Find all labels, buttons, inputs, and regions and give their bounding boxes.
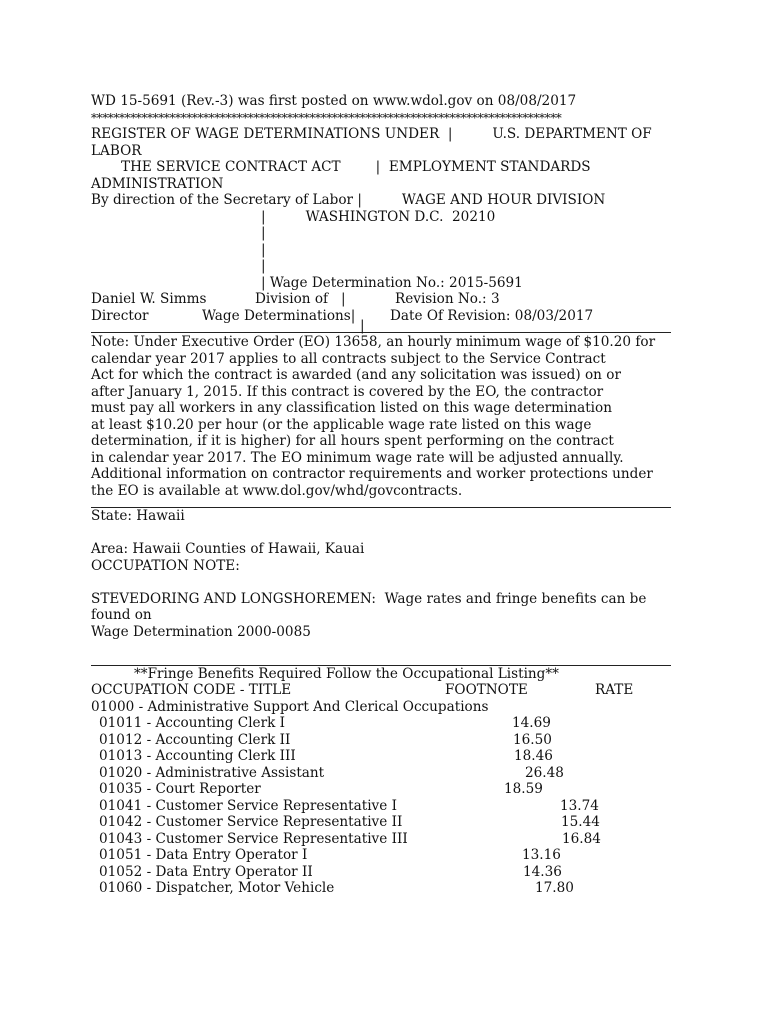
- register-line: [91, 126, 681, 143]
- bar: |: [360, 318, 365, 334]
- director-label: Director: [91, 307, 149, 324]
- occupation-rate: 15.44: [561, 814, 600, 830]
- note-line: Act for which the contract is awarded (and any solicitation was issued) on or: [91, 367, 621, 383]
- direction-label: By direction of the Secretary of Labor |: [91, 192, 362, 208]
- whd-label: WAGE AND HOUR DIVISION: [401, 192, 606, 208]
- bar-line: [91, 258, 681, 275]
- occupation-table: [91, 715, 681, 897]
- table-row: [91, 798, 681, 815]
- bar: |: [261, 208, 266, 225]
- rule-line-1: [91, 318, 671, 334]
- revision-date: Date Of Revision: 08/03/2017: [390, 307, 594, 324]
- washington-label: WASHINGTON D.C. 20210: [305, 208, 496, 225]
- note-line: in calendar year 2017. The EO minimum wage rate will be adjusted annually.: [91, 449, 624, 466]
- table-row: [91, 814, 681, 831]
- table-row: [91, 847, 681, 864]
- washington-line: [91, 209, 681, 226]
- rule-line-3: [91, 657, 671, 666]
- division-label: Division of |: [255, 291, 346, 307]
- eo-note: [91, 334, 681, 499]
- bar: |: [261, 241, 266, 258]
- bar-line: [91, 225, 681, 242]
- col-code-title: OCCUPATION CODE - TITLE: [91, 682, 292, 698]
- occupation-rate: 14.36: [523, 863, 562, 880]
- note-line: calendar year 2017 applies to all contracts subject to the Service Contract: [91, 350, 606, 367]
- table-row: [91, 748, 681, 765]
- occupation-title: 01041 - Customer Service Representative I: [99, 797, 397, 814]
- sca-label: THE SERVICE CONTRACT ACT: [121, 159, 341, 175]
- occupation-title: 01052 - Data Entry Operator II: [99, 863, 313, 880]
- occupation-rate: 16.50: [513, 731, 552, 748]
- occupation-title: 01043 - Customer Service Representative III: [99, 830, 408, 847]
- state: State: Hawaii: [91, 508, 185, 524]
- rule-line-2: [91, 499, 671, 508]
- occupation-group: 01000 - Administrative Support And Clerical Occupations: [91, 698, 489, 715]
- stars-line: ************************************************************************************: [91, 110, 562, 125]
- note-line: after January 1, 2015. If this contract is covered by the EO, the contractor: [91, 383, 604, 400]
- col-footnote: FOOTNOTE: [445, 682, 528, 698]
- occupation-title: 01042 - Customer Service Representative II: [99, 814, 403, 830]
- occupation-note: OCCUPATION NOTE:: [91, 557, 240, 574]
- administration-line: ADMINISTRATION: [91, 175, 224, 192]
- stevedoring-line: STEVEDORING AND LONGSHOREMEN: Wage rates and fringe benefits can be: [91, 590, 647, 607]
- register-label: REGISTER OF WAGE DETERMINATIONS UNDER |: [91, 126, 453, 142]
- note-line: Note: Under Executive Order (EO) 13658, an hourly minimum wage of $10.20 for: [91, 334, 656, 350]
- signer-line: [91, 291, 681, 308]
- table-row: [91, 864, 681, 881]
- table-row: [91, 781, 681, 798]
- dept-label: U.S. DEPARTMENT OF: [492, 126, 652, 142]
- note-line: determination, if it is higher) for all hours spent performing on the contract: [91, 433, 614, 449]
- occupation-rate: 16.84: [562, 830, 601, 847]
- wd-number-line: [91, 275, 681, 292]
- occupation-title: 01011 - Accounting Clerk I: [99, 715, 286, 731]
- occupation-title: 01020 - Administrative Assistant: [99, 764, 325, 781]
- occupation-rate: 14.69: [512, 715, 551, 731]
- occupation-title: 01012 - Accounting Clerk II: [99, 731, 291, 748]
- occupation-rate: 13.16: [522, 847, 561, 863]
- sca-line: [91, 159, 681, 176]
- occupation-rate: 17.80: [535, 880, 574, 896]
- wage-det-label: Wage Determinations|: [202, 307, 356, 324]
- note-line: at least $10.20 per hour (or the applicable wage rate listed on this wage: [91, 416, 592, 433]
- occupation-rate: 26.48: [525, 764, 564, 781]
- col-rate: RATE: [595, 682, 634, 698]
- stevedoring-line: Wage Determination 2000-0085: [91, 623, 311, 640]
- posted-line: WD 15-5691 (Rev.-3) was first posted on www.wdol.gov on 08/08/2017: [91, 93, 577, 109]
- occupation-title: 01060 - Dispatcher, Motor Vehicle: [99, 880, 335, 896]
- occupation-rate: 18.46: [514, 748, 553, 764]
- stevedoring-line: found on: [91, 607, 152, 623]
- wage-determination-document: [91, 93, 681, 897]
- occupation-title: 01013 - Accounting Clerk III: [99, 748, 296, 764]
- signer-name: Daniel W. Simms: [91, 291, 207, 307]
- occupation-title: 01051 - Data Entry Operator I: [99, 847, 308, 863]
- occupation-rate: 18.59: [504, 781, 543, 797]
- column-headers: [91, 682, 681, 699]
- bar: |: [261, 258, 266, 274]
- table-row: [91, 831, 681, 848]
- labor-line: LABOR: [91, 142, 142, 159]
- esa-label: | EMPLOYMENT STANDARDS: [375, 159, 591, 175]
- bar: |: [261, 225, 266, 241]
- revision-number: Revision No.: 3: [395, 291, 500, 307]
- wd-number: | Wage Determination No.: 2015-5691: [261, 274, 523, 291]
- table-row: [91, 765, 681, 782]
- direction-line: [91, 192, 681, 209]
- table-row: [91, 715, 681, 732]
- note-line: the EO is available at www.dol.gov/whd/govcontracts.: [91, 482, 463, 499]
- table-row: [91, 880, 681, 897]
- occupation-title: 01035 - Court Reporter: [99, 781, 261, 797]
- occupation-rate: 13.74: [560, 797, 599, 814]
- fringe-text: **Fringe Benefits Required Follow the Occupational Listing**: [134, 665, 559, 682]
- table-row: [91, 732, 681, 749]
- note-line: Additional information on contractor requirements and worker protections under: [91, 466, 653, 482]
- fringe-note: [91, 666, 681, 683]
- area: Area: Hawaii Counties of Hawaii, Kauai: [91, 541, 365, 557]
- bar-line: [91, 242, 681, 259]
- director-line: [91, 308, 681, 325]
- note-line: must pay all workers in any classification listed on this wage determination: [91, 400, 612, 416]
